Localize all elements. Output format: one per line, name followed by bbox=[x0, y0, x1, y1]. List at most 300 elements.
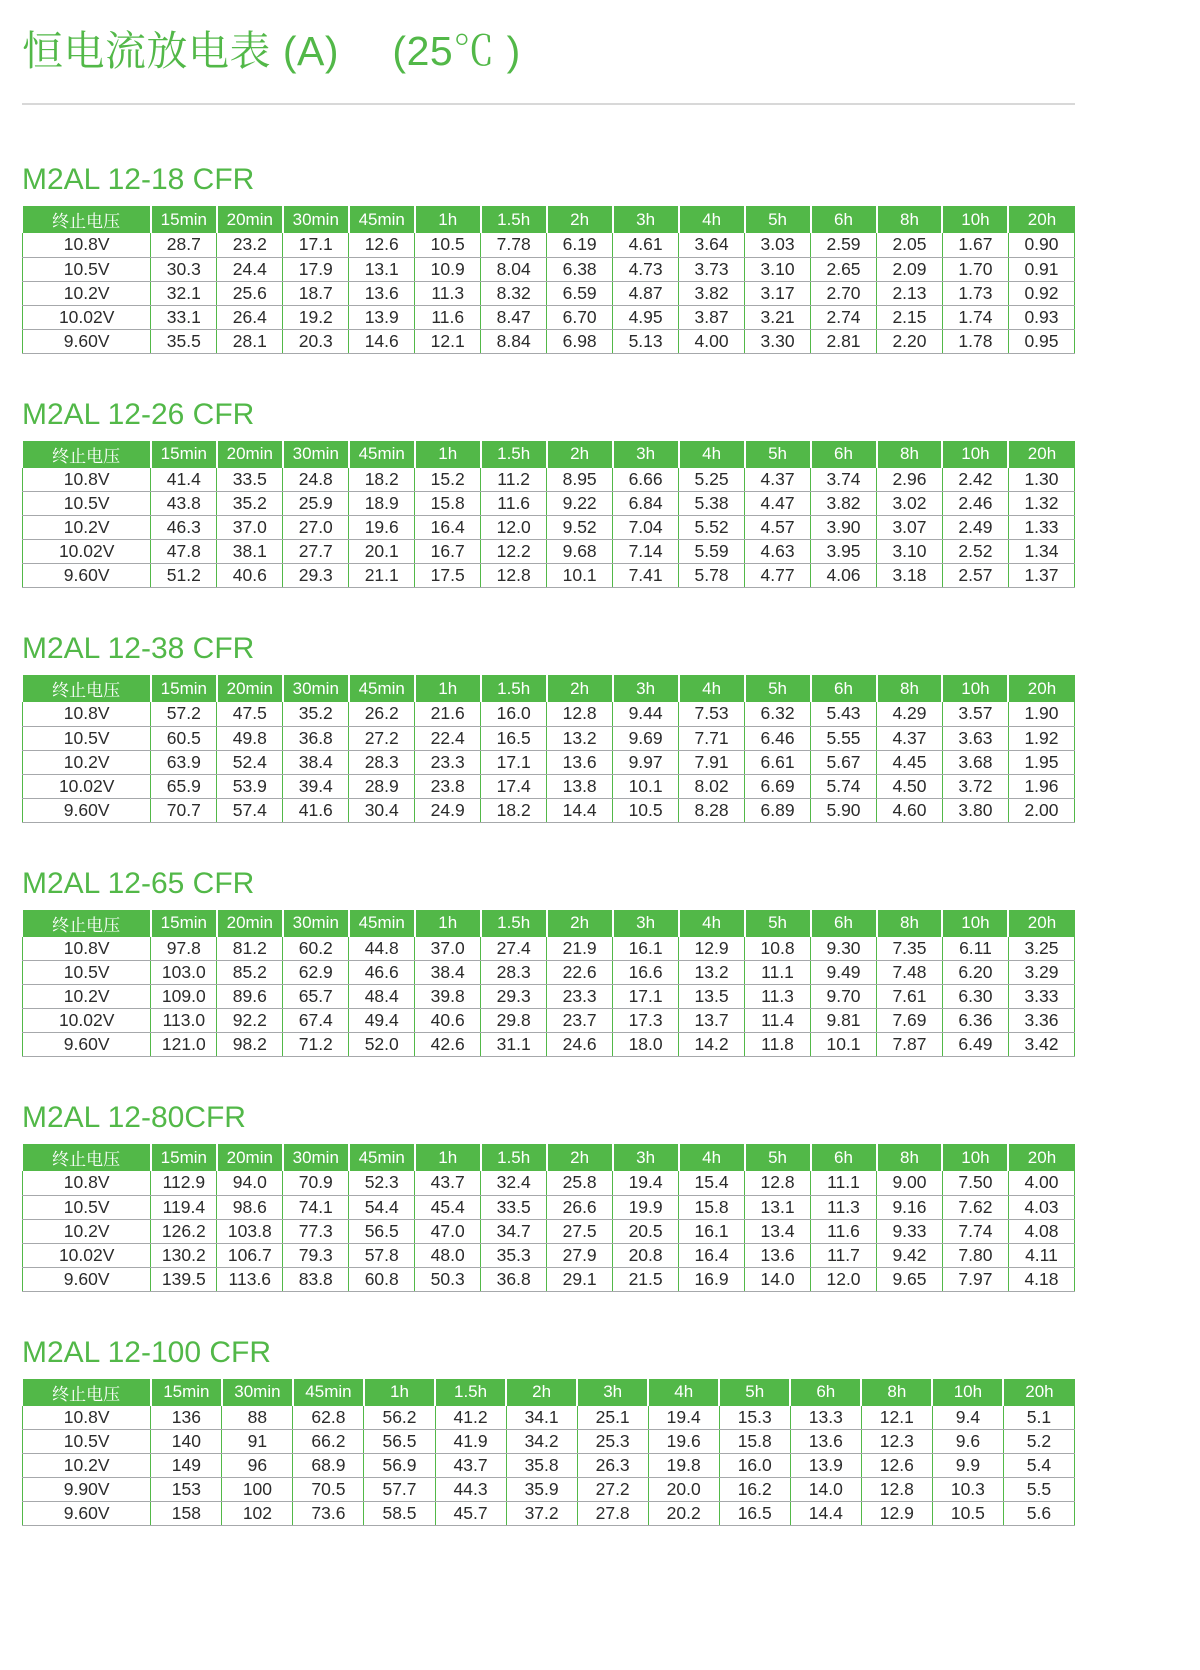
table-row bbox=[23, 1171, 1075, 1195]
current-value-cell: 21.9 bbox=[547, 937, 613, 961]
current-value-cell: 5.4 bbox=[1003, 1454, 1074, 1478]
table-head bbox=[23, 910, 1075, 937]
voltage-cell: 10.5V bbox=[23, 1195, 151, 1219]
current-value-cell: 18.7 bbox=[283, 281, 349, 305]
current-value-cell: 6.59 bbox=[547, 281, 613, 305]
current-value-cell: 28.9 bbox=[349, 774, 415, 798]
current-value-cell: 21.6 bbox=[415, 702, 481, 726]
time-column-header: 4h bbox=[679, 206, 745, 233]
voltage-cell: 10.5V bbox=[23, 726, 151, 750]
time-column-header: 2h bbox=[506, 1379, 577, 1406]
current-value-cell: 6.30 bbox=[942, 985, 1008, 1009]
table-row bbox=[23, 233, 1075, 257]
current-value-cell: 4.37 bbox=[745, 468, 811, 492]
current-value-cell: 10.5 bbox=[613, 798, 679, 822]
table-row bbox=[23, 305, 1075, 329]
current-value-cell: 16.1 bbox=[613, 937, 679, 961]
time-column-header: 1h bbox=[415, 206, 481, 233]
time-column-header: 5h bbox=[745, 910, 811, 937]
time-column-header: 15min bbox=[151, 910, 217, 937]
current-value-cell: 14.4 bbox=[790, 1502, 861, 1526]
current-value-cell: 3.72 bbox=[942, 774, 1008, 798]
time-column-header: 4h bbox=[679, 1144, 745, 1171]
current-value-cell: 83.8 bbox=[283, 1267, 349, 1291]
current-value-cell: 38.4 bbox=[415, 961, 481, 985]
current-value-cell: 14.4 bbox=[547, 798, 613, 822]
time-column-header: 30min bbox=[222, 1379, 293, 1406]
current-value-cell: 77.3 bbox=[283, 1219, 349, 1243]
time-column-header: 20h bbox=[1008, 910, 1074, 937]
current-value-cell: 19.6 bbox=[648, 1430, 719, 1454]
time-column-header: 15min bbox=[151, 206, 217, 233]
current-value-cell: 3.07 bbox=[877, 516, 943, 540]
current-value-cell: 12.1 bbox=[415, 329, 481, 353]
current-value-cell: 12.1 bbox=[861, 1406, 932, 1430]
current-value-cell: 29.1 bbox=[547, 1267, 613, 1291]
current-value-cell: 4.29 bbox=[877, 702, 943, 726]
current-value-cell: 56.5 bbox=[364, 1430, 435, 1454]
current-value-cell: 4.63 bbox=[745, 540, 811, 564]
current-value-cell: 20.8 bbox=[613, 1243, 679, 1267]
current-value-cell: 103.8 bbox=[217, 1219, 283, 1243]
current-value-cell: 9.68 bbox=[547, 540, 613, 564]
current-value-cell: 7.69 bbox=[877, 1009, 943, 1033]
current-value-cell: 9.81 bbox=[811, 1009, 877, 1033]
current-value-cell: 9.4 bbox=[932, 1406, 1003, 1430]
voltage-cell: 10.8V bbox=[23, 1406, 151, 1430]
current-value-cell: 6.69 bbox=[745, 774, 811, 798]
current-value-cell: 4.77 bbox=[745, 564, 811, 588]
current-value-cell: 10.8 bbox=[745, 937, 811, 961]
current-value-cell: 0.95 bbox=[1008, 329, 1074, 353]
voltage-cell: 10.02V bbox=[23, 540, 151, 564]
current-value-cell: 2.20 bbox=[877, 329, 943, 353]
current-value-cell: 15.4 bbox=[679, 1171, 745, 1195]
time-column-header: 10h bbox=[942, 910, 1008, 937]
current-value-cell: 30.3 bbox=[151, 257, 217, 281]
discharge-table bbox=[22, 910, 1075, 1058]
current-value-cell: 45.4 bbox=[415, 1195, 481, 1219]
current-value-cell: 7.78 bbox=[481, 233, 547, 257]
current-value-cell: 12.2 bbox=[481, 540, 547, 564]
current-value-cell: 3.57 bbox=[942, 702, 1008, 726]
current-value-cell: 46.6 bbox=[349, 961, 415, 985]
current-value-cell: 9.00 bbox=[877, 1171, 943, 1195]
time-column-header: 20h bbox=[1003, 1379, 1074, 1406]
current-value-cell: 119.4 bbox=[151, 1195, 217, 1219]
current-value-cell: 56.9 bbox=[364, 1454, 435, 1478]
time-column-header: 30min bbox=[283, 206, 349, 233]
current-value-cell: 24.8 bbox=[283, 468, 349, 492]
current-value-cell: 19.9 bbox=[613, 1195, 679, 1219]
title-divider bbox=[22, 103, 1075, 105]
time-column-header: 30min bbox=[283, 675, 349, 702]
current-value-cell: 11.3 bbox=[745, 985, 811, 1009]
current-value-cell: 25.3 bbox=[577, 1430, 648, 1454]
current-value-cell: 23.3 bbox=[415, 750, 481, 774]
time-column-header: 20min bbox=[217, 206, 283, 233]
current-value-cell: 24.6 bbox=[547, 1033, 613, 1057]
table-row bbox=[23, 1219, 1075, 1243]
current-value-cell: 4.61 bbox=[613, 233, 679, 257]
current-value-cell: 19.8 bbox=[648, 1454, 719, 1478]
current-value-cell: 3.10 bbox=[745, 257, 811, 281]
current-value-cell: 71.2 bbox=[283, 1033, 349, 1057]
current-value-cell: 17.5 bbox=[415, 564, 481, 588]
voltage-cell: 10.2V bbox=[23, 985, 151, 1009]
current-value-cell: 29.8 bbox=[481, 1009, 547, 1033]
table-row bbox=[23, 281, 1075, 305]
current-value-cell: 27.5 bbox=[547, 1219, 613, 1243]
current-value-cell: 5.25 bbox=[679, 468, 745, 492]
header-row bbox=[23, 910, 1075, 937]
header-row bbox=[23, 441, 1075, 468]
current-value-cell: 9.33 bbox=[877, 1219, 943, 1243]
current-value-cell: 7.80 bbox=[942, 1243, 1008, 1267]
current-value-cell: 7.35 bbox=[877, 937, 943, 961]
time-column-header: 8h bbox=[877, 206, 943, 233]
current-value-cell: 7.97 bbox=[942, 1267, 1008, 1291]
current-value-cell: 3.17 bbox=[745, 281, 811, 305]
current-value-cell: 43.7 bbox=[435, 1454, 506, 1478]
voltage-cell: 10.02V bbox=[23, 774, 151, 798]
current-value-cell: 8.32 bbox=[481, 281, 547, 305]
time-column-header: 1.5h bbox=[481, 206, 547, 233]
current-value-cell: 47.8 bbox=[151, 540, 217, 564]
current-value-cell: 8.84 bbox=[481, 329, 547, 353]
current-value-cell: 17.4 bbox=[481, 774, 547, 798]
current-value-cell: 18.2 bbox=[349, 468, 415, 492]
time-column-header: 10h bbox=[932, 1379, 1003, 1406]
voltage-column-header: 终止电压 bbox=[23, 910, 151, 937]
current-value-cell: 34.7 bbox=[481, 1219, 547, 1243]
time-column-header: 15min bbox=[151, 1379, 222, 1406]
current-value-cell: 2.46 bbox=[942, 492, 1008, 516]
current-value-cell: 4.06 bbox=[811, 564, 877, 588]
time-column-header: 1h bbox=[415, 675, 481, 702]
current-value-cell: 70.7 bbox=[151, 798, 217, 822]
current-value-cell: 13.6 bbox=[349, 281, 415, 305]
current-value-cell: 5.74 bbox=[811, 774, 877, 798]
battery-model-section bbox=[22, 163, 1075, 354]
current-value-cell: 5.67 bbox=[811, 750, 877, 774]
current-value-cell: 13.6 bbox=[547, 750, 613, 774]
table-head bbox=[23, 675, 1075, 702]
current-value-cell: 49.8 bbox=[217, 726, 283, 750]
current-value-cell: 1.95 bbox=[1008, 750, 1074, 774]
current-value-cell: 11.3 bbox=[415, 281, 481, 305]
current-value-cell: 3.21 bbox=[745, 305, 811, 329]
current-value-cell: 12.0 bbox=[811, 1267, 877, 1291]
current-value-cell: 2.13 bbox=[877, 281, 943, 305]
current-value-cell: 109.0 bbox=[151, 985, 217, 1009]
time-column-header: 5h bbox=[719, 1379, 790, 1406]
current-value-cell: 9.70 bbox=[811, 985, 877, 1009]
current-value-cell: 3.25 bbox=[1008, 937, 1074, 961]
table-body bbox=[23, 937, 1075, 1057]
current-value-cell: 39.4 bbox=[283, 774, 349, 798]
current-value-cell: 63.9 bbox=[151, 750, 217, 774]
current-value-cell: 16.5 bbox=[719, 1502, 790, 1526]
time-column-header: 3h bbox=[613, 1144, 679, 1171]
table-row bbox=[23, 1009, 1075, 1033]
current-value-cell: 12.8 bbox=[481, 564, 547, 588]
current-value-cell: 5.13 bbox=[613, 329, 679, 353]
current-value-cell: 3.02 bbox=[877, 492, 943, 516]
current-value-cell: 33.5 bbox=[217, 468, 283, 492]
current-value-cell: 3.74 bbox=[811, 468, 877, 492]
current-value-cell: 12.9 bbox=[679, 937, 745, 961]
current-value-cell: 9.65 bbox=[877, 1267, 943, 1291]
current-value-cell: 18.2 bbox=[481, 798, 547, 822]
current-value-cell: 56.5 bbox=[349, 1219, 415, 1243]
current-value-cell: 19.4 bbox=[648, 1406, 719, 1430]
current-value-cell: 34.1 bbox=[506, 1406, 577, 1430]
current-value-cell: 19.6 bbox=[349, 516, 415, 540]
battery-model-title: M2AL 12-38 CFR bbox=[22, 632, 255, 665]
time-column-header: 30min bbox=[283, 1144, 349, 1171]
current-value-cell: 48.4 bbox=[349, 985, 415, 1009]
current-value-cell: 68.9 bbox=[293, 1454, 364, 1478]
current-value-cell: 15.8 bbox=[679, 1195, 745, 1219]
current-value-cell: 11.4 bbox=[745, 1009, 811, 1033]
current-value-cell: 26.2 bbox=[349, 702, 415, 726]
time-column-header: 10h bbox=[942, 1144, 1008, 1171]
current-value-cell: 66.2 bbox=[293, 1430, 364, 1454]
current-value-cell: 19.2 bbox=[283, 305, 349, 329]
current-value-cell: 88 bbox=[222, 1406, 293, 1430]
current-value-cell: 7.71 bbox=[679, 726, 745, 750]
voltage-cell: 9.60V bbox=[23, 1033, 151, 1057]
current-value-cell: 5.59 bbox=[679, 540, 745, 564]
current-value-cell: 38.1 bbox=[217, 540, 283, 564]
current-value-cell: 3.82 bbox=[811, 492, 877, 516]
current-value-cell: 31.1 bbox=[481, 1033, 547, 1057]
current-value-cell: 16.7 bbox=[415, 540, 481, 564]
current-value-cell: 20.0 bbox=[648, 1478, 719, 1502]
current-value-cell: 6.49 bbox=[942, 1033, 1008, 1057]
current-value-cell: 16.9 bbox=[679, 1267, 745, 1291]
voltage-cell: 10.8V bbox=[23, 1171, 151, 1195]
time-column-header: 6h bbox=[811, 441, 877, 468]
current-value-cell: 4.47 bbox=[745, 492, 811, 516]
current-value-cell: 13.6 bbox=[745, 1243, 811, 1267]
current-value-cell: 11.1 bbox=[745, 961, 811, 985]
battery-model-section bbox=[22, 1101, 1075, 1292]
time-column-header: 45min bbox=[349, 1144, 415, 1171]
current-value-cell: 5.6 bbox=[1003, 1502, 1074, 1526]
current-value-cell: 2.00 bbox=[1008, 798, 1074, 822]
time-column-header: 45min bbox=[293, 1379, 364, 1406]
current-value-cell: 79.3 bbox=[283, 1243, 349, 1267]
current-value-cell: 17.1 bbox=[613, 985, 679, 1009]
current-value-cell: 11.7 bbox=[811, 1243, 877, 1267]
current-value-cell: 7.48 bbox=[877, 961, 943, 985]
current-value-cell: 6.36 bbox=[942, 1009, 1008, 1033]
table-body bbox=[23, 702, 1075, 822]
current-value-cell: 2.96 bbox=[877, 468, 943, 492]
current-value-cell: 26.4 bbox=[217, 305, 283, 329]
current-value-cell: 102 bbox=[222, 1502, 293, 1526]
current-value-cell: 53.9 bbox=[217, 774, 283, 798]
current-value-cell: 7.14 bbox=[613, 540, 679, 564]
current-value-cell: 3.68 bbox=[942, 750, 1008, 774]
current-value-cell: 11.1 bbox=[811, 1171, 877, 1195]
current-value-cell: 4.00 bbox=[1008, 1171, 1074, 1195]
current-value-cell: 5.5 bbox=[1003, 1478, 1074, 1502]
current-value-cell: 0.91 bbox=[1008, 257, 1074, 281]
time-column-header: 1.5h bbox=[435, 1379, 506, 1406]
table-row bbox=[23, 937, 1075, 961]
current-value-cell: 20.3 bbox=[283, 329, 349, 353]
current-value-cell: 41.6 bbox=[283, 798, 349, 822]
table-row bbox=[23, 985, 1075, 1009]
current-value-cell: 130.2 bbox=[151, 1243, 217, 1267]
current-value-cell: 7.91 bbox=[679, 750, 745, 774]
current-value-cell: 16.0 bbox=[481, 702, 547, 726]
current-value-cell: 12.8 bbox=[745, 1171, 811, 1195]
voltage-cell: 10.5V bbox=[23, 1430, 151, 1454]
current-value-cell: 4.73 bbox=[613, 257, 679, 281]
current-value-cell: 17.3 bbox=[613, 1009, 679, 1033]
current-value-cell: 126.2 bbox=[151, 1219, 217, 1243]
table-row bbox=[23, 1406, 1075, 1430]
current-value-cell: 13.1 bbox=[349, 257, 415, 281]
header-row bbox=[23, 1144, 1075, 1171]
current-value-cell: 10.9 bbox=[415, 257, 481, 281]
table-head bbox=[23, 441, 1075, 468]
current-value-cell: 33.1 bbox=[151, 305, 217, 329]
current-value-cell: 9.69 bbox=[613, 726, 679, 750]
current-value-cell: 10.3 bbox=[932, 1478, 1003, 1502]
current-value-cell: 2.05 bbox=[877, 233, 943, 257]
current-value-cell: 54.4 bbox=[349, 1195, 415, 1219]
battery-model-title: M2AL 12-80CFR bbox=[22, 1101, 246, 1134]
current-value-cell: 25.9 bbox=[283, 492, 349, 516]
time-column-header: 4h bbox=[648, 1379, 719, 1406]
current-value-cell: 8.95 bbox=[547, 468, 613, 492]
current-value-cell: 44.8 bbox=[349, 937, 415, 961]
current-value-cell: 2.15 bbox=[877, 305, 943, 329]
current-value-cell: 7.61 bbox=[877, 985, 943, 1009]
current-value-cell: 35.9 bbox=[506, 1478, 577, 1502]
current-value-cell: 26.3 bbox=[577, 1454, 648, 1478]
current-value-cell: 14.6 bbox=[349, 329, 415, 353]
time-column-header: 8h bbox=[877, 1144, 943, 1171]
current-value-cell: 1.37 bbox=[1008, 564, 1074, 588]
tables-container bbox=[22, 163, 1075, 1526]
current-value-cell: 25.1 bbox=[577, 1406, 648, 1430]
current-value-cell: 62.8 bbox=[293, 1406, 364, 1430]
current-value-cell: 6.84 bbox=[613, 492, 679, 516]
time-column-header: 3h bbox=[613, 910, 679, 937]
current-value-cell: 89.6 bbox=[217, 985, 283, 1009]
time-column-header: 6h bbox=[811, 675, 877, 702]
current-value-cell: 52.3 bbox=[349, 1171, 415, 1195]
current-value-cell: 57.4 bbox=[217, 798, 283, 822]
current-value-cell: 9.49 bbox=[811, 961, 877, 985]
time-column-header: 4h bbox=[679, 441, 745, 468]
current-value-cell: 13.9 bbox=[349, 305, 415, 329]
time-column-header: 20h bbox=[1008, 206, 1074, 233]
voltage-column-header: 终止电压 bbox=[23, 1144, 151, 1171]
current-value-cell: 8.04 bbox=[481, 257, 547, 281]
table-row bbox=[23, 1478, 1075, 1502]
current-value-cell: 4.45 bbox=[877, 750, 943, 774]
current-value-cell: 6.66 bbox=[613, 468, 679, 492]
current-value-cell: 4.87 bbox=[613, 281, 679, 305]
current-value-cell: 67.4 bbox=[283, 1009, 349, 1033]
current-value-cell: 10.5 bbox=[415, 233, 481, 257]
current-value-cell: 5.38 bbox=[679, 492, 745, 516]
table-row bbox=[23, 774, 1075, 798]
time-column-header: 1h bbox=[415, 1144, 481, 1171]
time-column-header: 6h bbox=[790, 1379, 861, 1406]
current-value-cell: 58.5 bbox=[364, 1502, 435, 1526]
voltage-cell: 9.60V bbox=[23, 564, 151, 588]
current-value-cell: 2.09 bbox=[877, 257, 943, 281]
current-value-cell: 7.50 bbox=[942, 1171, 1008, 1195]
current-value-cell: 12.6 bbox=[349, 233, 415, 257]
current-value-cell: 37.0 bbox=[415, 937, 481, 961]
voltage-cell: 10.2V bbox=[23, 750, 151, 774]
time-column-header: 6h bbox=[811, 206, 877, 233]
current-value-cell: 5.1 bbox=[1003, 1406, 1074, 1430]
current-value-cell: 5.78 bbox=[679, 564, 745, 588]
current-value-cell: 113.0 bbox=[151, 1009, 217, 1033]
current-value-cell: 27.2 bbox=[577, 1478, 648, 1502]
current-value-cell: 9.97 bbox=[613, 750, 679, 774]
time-column-header: 8h bbox=[877, 910, 943, 937]
current-value-cell: 6.46 bbox=[745, 726, 811, 750]
current-value-cell: 39.8 bbox=[415, 985, 481, 1009]
current-value-cell: 35.5 bbox=[151, 329, 217, 353]
battery-model-section bbox=[22, 1336, 1075, 1527]
current-value-cell: 41.9 bbox=[435, 1430, 506, 1454]
current-value-cell: 9.16 bbox=[877, 1195, 943, 1219]
current-value-cell: 11.6 bbox=[415, 305, 481, 329]
current-value-cell: 7.87 bbox=[877, 1033, 943, 1057]
current-value-cell: 94.0 bbox=[217, 1171, 283, 1195]
current-value-cell: 16.6 bbox=[613, 961, 679, 985]
time-column-header: 6h bbox=[811, 910, 877, 937]
current-value-cell: 20.2 bbox=[648, 1502, 719, 1526]
page-title: 恒电流放电表 (A) (25℃ ) bbox=[22, 28, 521, 74]
current-value-cell: 41.2 bbox=[435, 1406, 506, 1430]
current-value-cell: 3.73 bbox=[679, 257, 745, 281]
current-value-cell: 73.6 bbox=[293, 1502, 364, 1526]
time-column-header: 2h bbox=[547, 206, 613, 233]
current-value-cell: 2.59 bbox=[811, 233, 877, 257]
current-value-cell: 5.55 bbox=[811, 726, 877, 750]
current-value-cell: 4.50 bbox=[877, 774, 943, 798]
current-value-cell: 92.2 bbox=[217, 1009, 283, 1033]
current-value-cell: 3.03 bbox=[745, 233, 811, 257]
table-row bbox=[23, 726, 1075, 750]
current-value-cell: 16.4 bbox=[679, 1243, 745, 1267]
current-value-cell: 1.30 bbox=[1008, 468, 1074, 492]
current-value-cell: 14.0 bbox=[790, 1478, 861, 1502]
current-value-cell: 7.74 bbox=[942, 1219, 1008, 1243]
current-value-cell: 12.0 bbox=[481, 516, 547, 540]
current-value-cell: 20.5 bbox=[613, 1219, 679, 1243]
current-value-cell: 8.47 bbox=[481, 305, 547, 329]
current-value-cell: 7.53 bbox=[679, 702, 745, 726]
current-value-cell: 16.4 bbox=[415, 516, 481, 540]
current-value-cell: 6.61 bbox=[745, 750, 811, 774]
current-value-cell: 15.8 bbox=[719, 1430, 790, 1454]
current-value-cell: 16.2 bbox=[719, 1478, 790, 1502]
